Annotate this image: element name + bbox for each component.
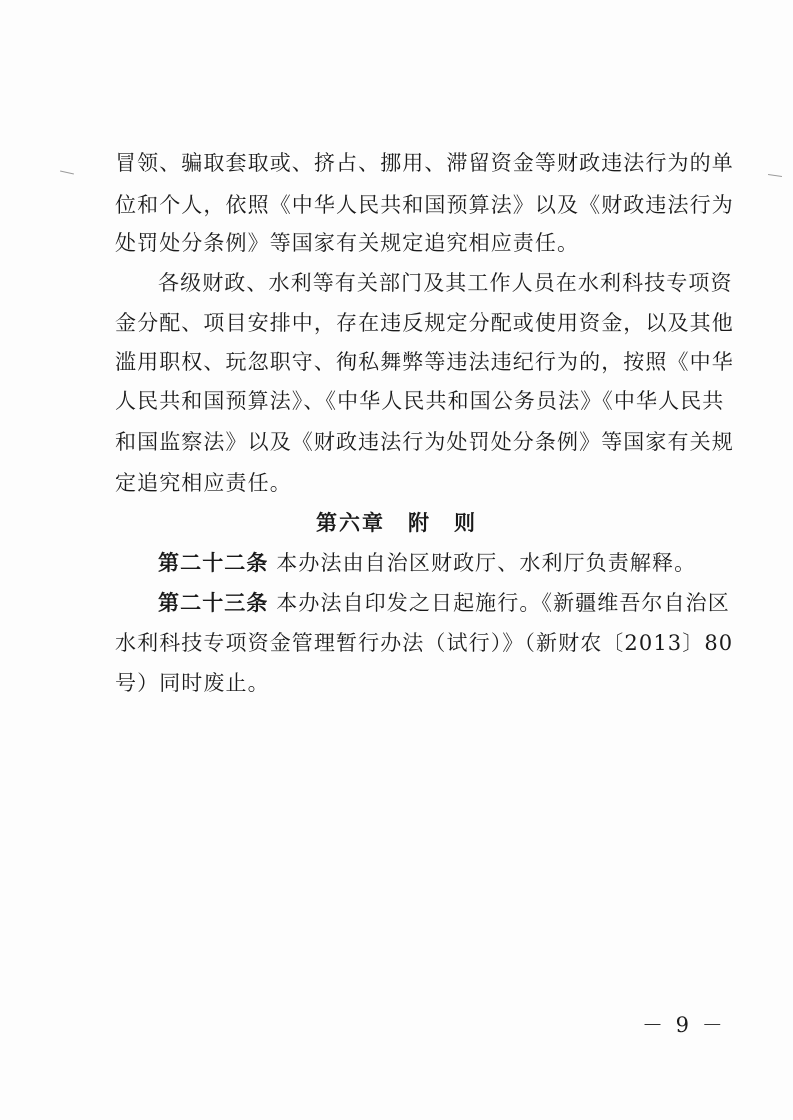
article-22-text: 本办法由自治区财政厅、水利厅负责解释。 [276, 551, 697, 575]
paragraph-2-line-4: 人民共和国预算法》、《中华人民共和国公务员法》《中华人民共 [115, 389, 725, 413]
article-23-line-1 [158, 588, 758, 618]
paragraph-2-line-3: 滥用职权、玩忽职守、徇私舞弊等违法违纪行为的，按照《中华 [115, 350, 734, 374]
page-number: － 9 － [642, 1013, 726, 1037]
paragraph-1-line-1: 冒领、骗取套取或、挤占、挪用、滞留资金等财政违法行为的单 [115, 151, 734, 175]
paragraph-1-line-3: 处罚处分条例》等国家有关规定追究相应责任。 [115, 231, 580, 255]
paragraph-1-line-2: 位和个人，依照《中华人民共和国预算法》以及《财政违法行为 [115, 193, 734, 217]
paragraph-2-line-5: 和国监察法》以及《财政违法行为处罚处分条例》等国家有关规 [115, 430, 734, 454]
article-22-label: 第二十二条 [158, 551, 269, 575]
chapter-heading: 第六章 附 则 [316, 511, 477, 535]
paragraph-2-line-2: 金分配、项目安排中，存在违反规定分配或使用资金，以及其他 [115, 311, 734, 335]
article-23-text: 本办法自印发之日起施行。《新疆维吾尔自治区 [276, 591, 730, 615]
left-margin-mark [60, 171, 74, 175]
article-23-label: 第二十三条 [158, 591, 269, 615]
paragraph-2-line-6: 定追究相应责任。 [115, 471, 292, 495]
paragraph-2-line-1: 各级财政、水利等有关部门及其工作人员在水利科技专项资 [158, 271, 733, 295]
article-23-line-2: 水利科技专项资金管理暂行办法（试行）》（新财农〔2013〕80 [115, 631, 734, 655]
article-22 [158, 548, 758, 578]
article-23-line-3: 号）同时废止。 [115, 671, 270, 695]
right-margin-mark [768, 174, 782, 177]
